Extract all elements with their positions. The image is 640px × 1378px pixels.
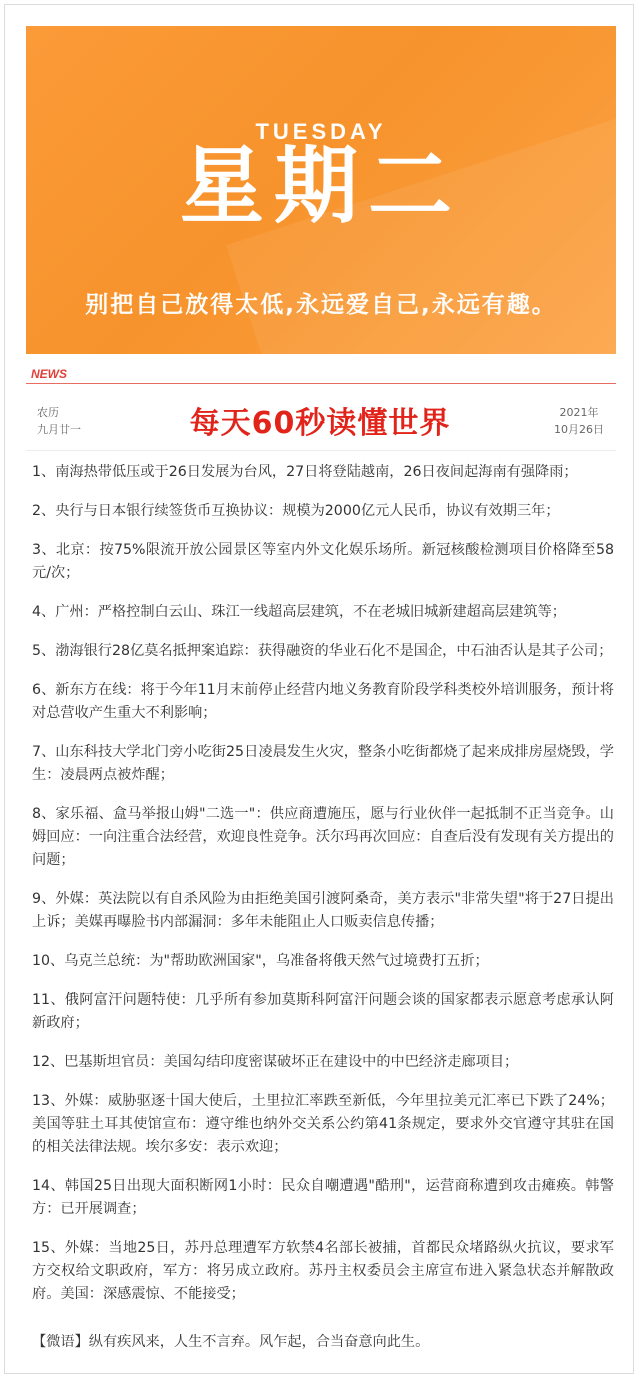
- lunar-date-line1: 农历: [37, 406, 59, 419]
- news-label: NEWS: [31, 367, 67, 381]
- calendar-date: [554, 404, 604, 438]
- news-item: 12、巴基斯坦官员：美国勾结印度密谋破坏正在建设中的中巴经济走廊项目；: [32, 1054, 519, 1070]
- news-item: 6、新东方在线：将于今年11月末前停止经营内地义务教育阶段学科类校外培训服务，预计将对总营收产生重大不利影响；: [32, 682, 614, 721]
- news-item: 15、外媒：当地25日，苏丹总理遭军方软禁4名部长被捕，首都民众堵路纵火抗议，要求军方交权给文职政府，军方：将另成立政府。苏丹主权委员会主席宣布进入紧急状态并解散政府。美国：深感震惊、不能接受；: [32, 1240, 614, 1302]
- news-item: 2、央行与日本银行续签货币互换协议：规模为2000亿元人民币，协议有效期三年；: [32, 503, 560, 519]
- news-item: 4、广州：严格控制白云山、珠江一线超高层建筑，不在老城旧城新建超高层建筑等；: [32, 604, 566, 620]
- news-item: 8、家乐福、盒马举报山姆"二选一"：供应商遭施压，愿与行业伙伴一起抵制不正当竞争。山姆回应：一向注重合法经营，欢迎良性竞争。沃尔玛再次回应：自查后没有发现有关方提出的问题；: [32, 806, 614, 868]
- news-item: 3、北京：按75%限流开放公园景区等室内外文化娱乐场所。新冠核酸检测项目价格降至58元/次；: [32, 542, 614, 581]
- news-item: 14、韩国25日出现大面积断网1小时：民众自嘲遭遇"酷刑"，运营商称遭到攻击瘫痪。韩警方：已开展调查；: [32, 1178, 614, 1217]
- news-item: 7、山东科技大学北门旁小吃街25日凌晨发生火灾，整条小吃街都烧了起来成排房屋烧毁，学生：凌晨两点被炸醒；: [32, 744, 614, 783]
- day-banner: [26, 26, 616, 354]
- news-item: 11、俄阿富汗问题特使：几乎所有参加莫斯科阿富汗问题会谈的国家都表示愿意考虑承认阿新政府；: [32, 992, 614, 1031]
- calendar-date-line1: 2021年: [559, 406, 599, 419]
- news-item: 1、南海热带低压或于26日发展为台风，27日将登陆越南，26日夜间起海南有强降雨；: [32, 464, 578, 480]
- daily-quote: 【微语】纵有疾风来，人生不言弃。风乍起，合当奋意向此生。: [32, 1334, 430, 1350]
- banner-slogan: 别把自己放得太低,永远爱自己,永远有趣。: [85, 292, 557, 318]
- news-item: 10、乌克兰总统：为"帮助欧洲国家"，乌准备将俄天然气过境费打五折；: [32, 953, 489, 969]
- banner-day-english: TUESDAY: [255, 119, 387, 144]
- news-item: 9、外媒：英法院以有自杀风险为由拒绝美国引渡阿桑奇，美方表示"非常失望"将于27日提出上诉；美媒再曝脸书内部漏洞：多年未能阻止人口贩卖信息传播；: [32, 891, 614, 930]
- masthead-title: 每天60秒读懂世界: [189, 406, 451, 441]
- header-divider: [26, 383, 616, 384]
- calendar-date-line2: 10月26日: [554, 423, 604, 436]
- masthead-divider: [26, 450, 616, 451]
- news-item: 13、外媒：威胁驱逐十国大使后，土里拉汇率跌至新低，今年里拉美元汇率已下跌了24%；美国等驻土耳其使馆宣布：遵守维也纳外交关系公约第41条规定，要求外交官遵守其驻在国的相关法律法规。埃尔多安：表示欢迎；: [32, 1093, 614, 1155]
- banner-day-chinese: 星期二: [179, 137, 462, 235]
- lunar-date-line2: 九月廿一: [37, 423, 81, 436]
- news-item: 5、渤海银行28亿莫名抵押案追踪：获得融资的华业石化不是国企，中石油否认是其子公司；: [32, 643, 613, 659]
- news-list: [32, 461, 614, 1322]
